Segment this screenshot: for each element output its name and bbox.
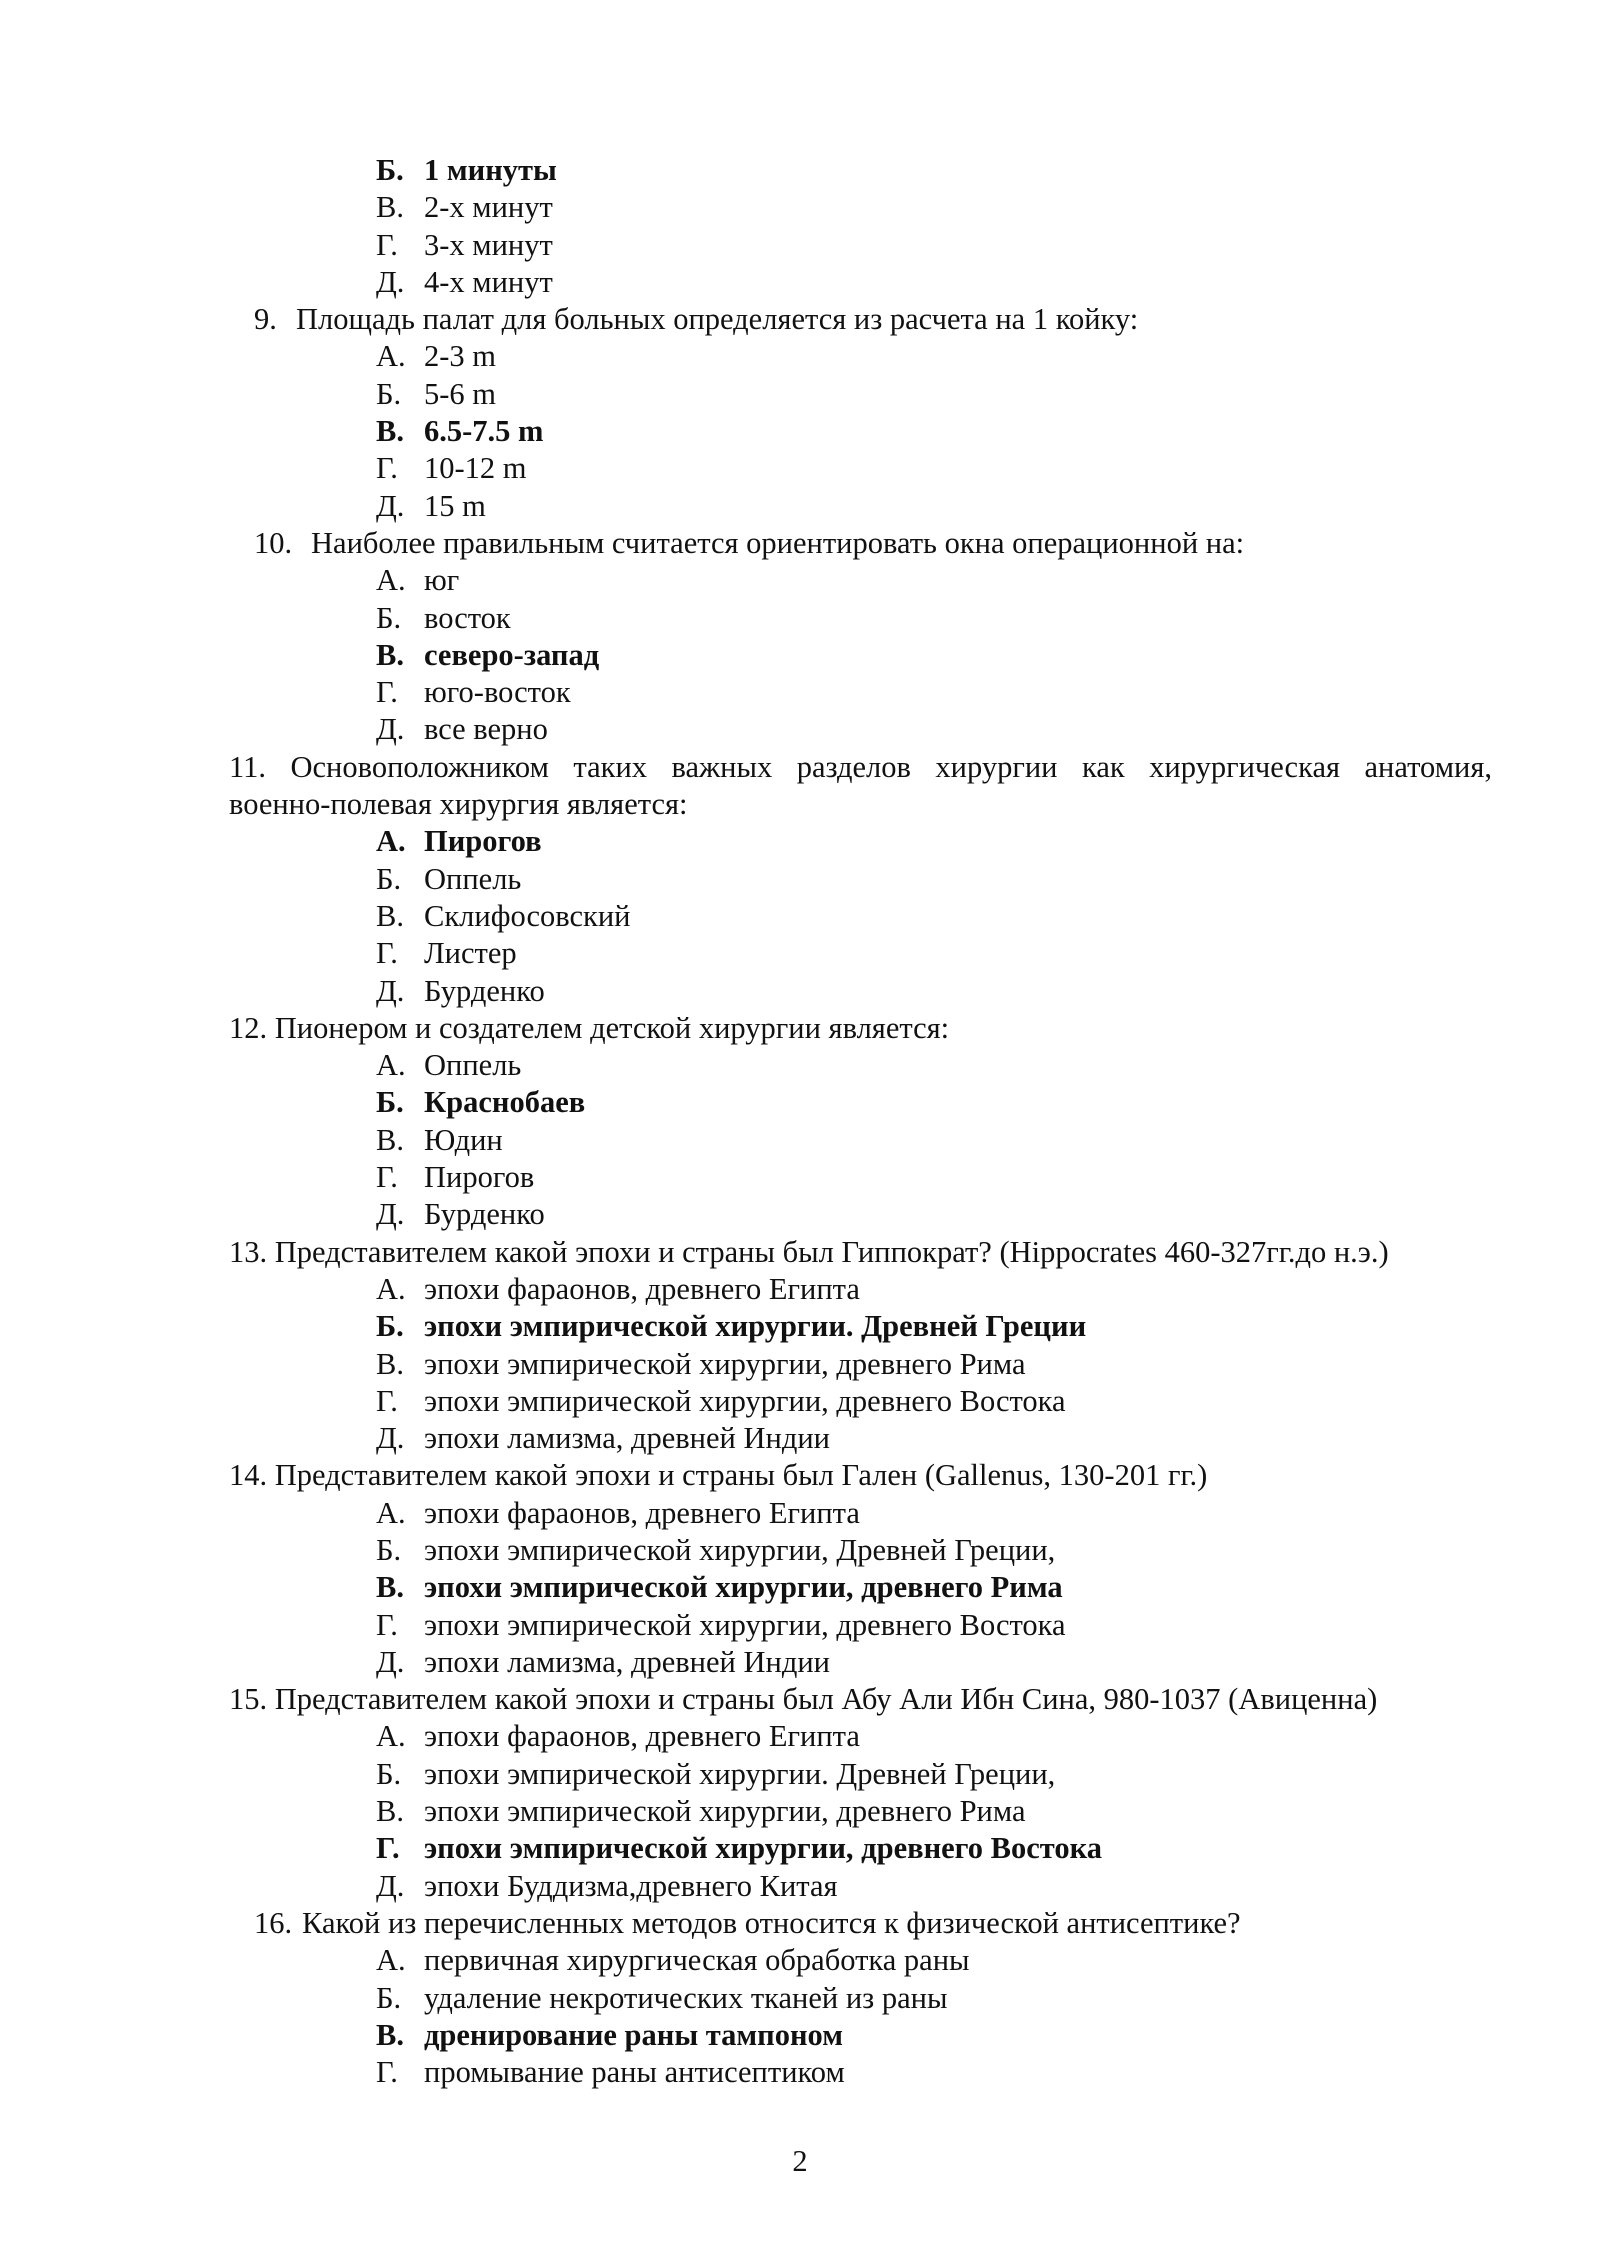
page-number: 2 <box>792 2144 808 2178</box>
option-text: эпохи эмпирической хирургии, древнего Востока <box>424 1831 1102 1866</box>
option-letter: А. <box>376 1495 406 1530</box>
option-text: эпохи эмпирической хирургии. Древней Греции, <box>424 1756 1056 1791</box>
option-text: эпохи эмпирической хирургии, древнего Рима <box>424 1570 1063 1605</box>
option-text: эпохи эмпирической хирургии. Древней Греции <box>424 1309 1087 1344</box>
option-text: Оппель <box>424 861 522 896</box>
option-letter: А. <box>376 1271 406 1306</box>
option-text: юг <box>424 563 460 598</box>
option-q14-a <box>229 1495 1492 1532</box>
option-q16-a <box>229 1942 1492 1979</box>
option-letter: В. <box>376 190 404 225</box>
option-text: юго-восток <box>424 675 571 710</box>
option-letter: Д. <box>376 973 405 1008</box>
option-letter: Б. <box>376 153 404 187</box>
question-12-text: 12. Пионером и создателем детской хирургии является: <box>229 1010 950 1045</box>
option-q16-v <box>229 2017 1492 2054</box>
option-q10-g <box>229 674 1492 711</box>
option-letter: Д. <box>376 1421 405 1456</box>
option-q12-d <box>229 1196 1492 1233</box>
question-number: 10. <box>254 525 293 560</box>
option-letter: А. <box>376 339 406 374</box>
option-q15-v <box>229 1793 1492 1830</box>
option-q14-d <box>229 1644 1492 1681</box>
option-letter: В. <box>376 414 404 449</box>
question-12 <box>229 1010 1492 1234</box>
option-text: эпохи эмпирической хирургии, древнего Рима <box>424 1794 1026 1829</box>
option-text: 15 m <box>424 488 486 523</box>
option-text: 10-12 m <box>424 451 527 486</box>
option-text: Краснобаев <box>424 1085 586 1120</box>
option-q10-d <box>229 711 1492 748</box>
option-text: все верно <box>424 712 548 747</box>
option-letter: Г. <box>376 675 398 710</box>
option-letter: Д. <box>376 1644 405 1679</box>
option-q11-d <box>229 973 1492 1010</box>
option-letter: Г. <box>376 1831 400 1866</box>
option-text: эпохи эмпирической хирургии, древнего Востока <box>424 1607 1066 1642</box>
option-letter: Г. <box>376 2055 398 2090</box>
option-text: первичная хирургическая обработка раны <box>424 1943 970 1978</box>
question-13 <box>229 1234 1492 1458</box>
option-text: 2-х минут <box>424 190 553 225</box>
question-16-text <box>229 1905 1492 1942</box>
option-text: эпохи эмпирической хирургии, древнего Востока <box>424 1383 1066 1418</box>
option-q11-g <box>229 935 1492 972</box>
option-letter: В. <box>376 1794 404 1829</box>
question-16 <box>229 1905 1492 2091</box>
option-q16-b <box>229 1980 1492 2017</box>
option-q11-v <box>229 898 1492 935</box>
question-11-text-line1: 11. Основоположником таких важных разделов хирургии как хирургическая анатомия, <box>229 749 1492 784</box>
option-text: восток <box>424 600 511 635</box>
question-11-text-line2: военно-полевая хирургия является: <box>229 787 688 822</box>
option-text: 5-6 m <box>424 376 497 411</box>
option-q8-d <box>229 264 1492 301</box>
option-q14-g <box>229 1607 1492 1644</box>
question-15 <box>229 1681 1492 1905</box>
option-letter: В. <box>376 898 404 933</box>
option-q8-v <box>229 189 1492 226</box>
question-8-options <box>229 152 1492 301</box>
option-text: Пирогов <box>424 1160 535 1195</box>
question-14-text: 14. Представителем какой эпохи и страны был Гален (Gallenus, 130-201 гг.) <box>229 1458 1208 1493</box>
question-11 <box>229 749 1492 1010</box>
option-q14-v <box>229 1569 1492 1606</box>
option-letter: Б. <box>376 1309 404 1344</box>
option-text: Листер <box>424 936 517 971</box>
option-letter: Г. <box>376 227 398 262</box>
option-text: эпохи фараонов, древнего Египта <box>424 1719 860 1754</box>
option-letter: В. <box>376 2017 404 2052</box>
option-text: эпохи фараонов, древнего Египта <box>424 1495 860 1530</box>
question-text: Площадь палат для больных определяется из расчета на 1 койку: <box>296 302 1139 337</box>
option-letter: Г. <box>376 1160 398 1195</box>
option-text: эпохи эмпирической хирургии, Древней Греции, <box>424 1532 1056 1567</box>
option-letter: Б. <box>376 1980 402 2015</box>
option-letter: А. <box>376 1943 406 1978</box>
option-q9-a <box>229 338 1492 375</box>
option-letter: Г. <box>376 1383 398 1418</box>
option-letter: А. <box>376 563 406 598</box>
option-q9-v <box>229 413 1492 450</box>
option-q11-b <box>229 861 1492 898</box>
option-letter: А. <box>376 1048 406 1083</box>
option-letter: В. <box>376 1346 404 1381</box>
option-letter: Д. <box>376 712 405 747</box>
option-q9-d <box>229 488 1492 525</box>
option-text: 6.5-7.5 m <box>424 414 544 449</box>
option-q10-a <box>229 562 1492 599</box>
option-q9-b <box>229 376 1492 413</box>
question-number: 16. <box>254 1905 293 1940</box>
option-text: эпохи ламизма, древней Индии <box>424 1421 831 1456</box>
option-text: Склифосовский <box>424 898 631 933</box>
option-q13-v <box>229 1346 1492 1383</box>
option-text: северо-запад <box>424 637 600 672</box>
page-content <box>229 152 1492 2091</box>
option-q9-g <box>229 450 1492 487</box>
option-text: Пирогов <box>424 824 542 859</box>
option-letter: В. <box>376 637 404 672</box>
option-q14-b <box>229 1532 1492 1569</box>
option-letter: Д. <box>376 488 405 523</box>
option-q13-b <box>229 1308 1492 1345</box>
question-9-text <box>229 301 1492 338</box>
question-text: Наиболее правильным считается ориентировать окна операционной на: <box>311 525 1245 560</box>
option-q8-g <box>229 227 1492 264</box>
option-letter: Г. <box>376 451 398 486</box>
option-text: Бурденко <box>424 1197 545 1232</box>
option-q15-b <box>229 1756 1492 1793</box>
option-letter: Д. <box>376 264 405 299</box>
option-text: дренирование раны тампоном <box>424 2017 844 2052</box>
option-text: 2-3 m <box>424 339 497 374</box>
question-15-text: 15. Представителем какой эпохи и страны был Абу Али Ибн Сина, 980-1037 (Авиценна) <box>229 1682 1378 1717</box>
option-letter: В. <box>376 1570 404 1605</box>
question-9 <box>229 301 1492 525</box>
option-letter: Б. <box>376 600 402 635</box>
option-text: Бурденко <box>424 973 545 1008</box>
option-q15-g <box>229 1830 1492 1867</box>
question-13-text: 13. Представителем какой эпохи и страны был Гиппократ? (Hippocrates 460-327гг.до н.э.) <box>229 1234 1389 1269</box>
option-text: Оппель <box>424 1048 522 1083</box>
question-10-text <box>229 525 1492 562</box>
option-letter: Б. <box>376 1085 404 1120</box>
option-text: эпохи Буддизма,древнего Китая <box>424 1868 838 1903</box>
question-text: Какой из перечисленных методов относится к физической антисептике? <box>302 1905 1241 1940</box>
option-letter: Б. <box>376 1532 402 1567</box>
question-14 <box>229 1457 1492 1681</box>
option-q12-v <box>229 1122 1492 1159</box>
option-letter: Б. <box>376 1756 402 1791</box>
option-q12-b <box>229 1084 1492 1121</box>
option-text: эпохи ламизма, древней Индии <box>424 1644 831 1679</box>
option-q13-d <box>229 1420 1492 1457</box>
option-q8-b <box>229 152 1492 189</box>
option-text: 3-х минут <box>424 227 553 262</box>
option-q10-v <box>229 637 1492 674</box>
option-text: удаление некротических тканей из раны <box>424 1980 948 2015</box>
option-text: эпохи эмпирической хирургии, древнего Рима <box>424 1346 1026 1381</box>
option-q12-g <box>229 1159 1492 1196</box>
option-q12-a <box>229 1047 1492 1084</box>
option-text: эпохи фараонов, древнего Египта <box>424 1271 860 1306</box>
option-letter: Г. <box>376 936 398 971</box>
option-letter: Д. <box>376 1868 405 1903</box>
option-letter: А. <box>376 824 406 859</box>
option-q13-a <box>229 1271 1492 1308</box>
option-text: 4-х минут <box>424 264 553 299</box>
option-text: Юдин <box>424 1122 503 1157</box>
option-q13-g <box>229 1383 1492 1420</box>
option-letter: Д. <box>376 1197 405 1232</box>
option-text: 1 минуты <box>424 153 557 187</box>
option-letter: Б. <box>376 376 402 411</box>
option-q15-d <box>229 1868 1492 1905</box>
option-q10-b <box>229 600 1492 637</box>
option-letter: Г. <box>376 1607 398 1642</box>
option-letter: Б. <box>376 861 402 896</box>
option-q15-a <box>229 1718 1492 1755</box>
option-text: промывание раны антисептиком <box>424 2055 845 2090</box>
option-q16-g <box>229 2054 1492 2091</box>
option-q11-a <box>229 823 1492 860</box>
option-letter: А. <box>376 1719 406 1754</box>
option-letter: В. <box>376 1122 404 1157</box>
question-10 <box>229 525 1492 749</box>
question-number: 9. <box>254 302 277 337</box>
